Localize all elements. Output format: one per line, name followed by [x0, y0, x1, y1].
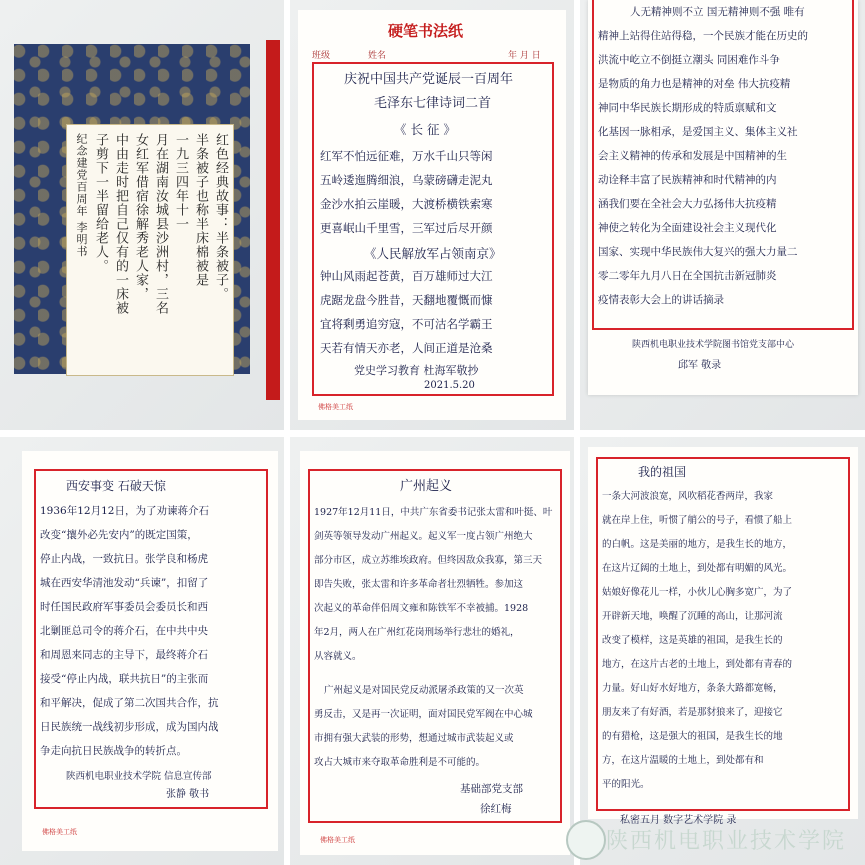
- heading-line: 毛泽东七律诗词二首: [374, 96, 492, 111]
- text-line: 勇反击，又是再一次证明，面对国民党军阀在中心城: [314, 709, 533, 720]
- text-line: 涵我们要在全社会大力弘扬伟大抗疫精: [598, 198, 777, 210]
- photo-guangzhou-uprising-tile: [290, 437, 574, 865]
- writing-area: [34, 469, 268, 809]
- text-line: 精神上站得住站得稳，一个民族才能在历史的: [598, 30, 808, 42]
- scroll-column: 半条被子也称半床棉被是: [193, 133, 208, 287]
- essay-title: 西安事变 石破天惊: [66, 479, 166, 493]
- paper-brand: 佛格美工纸: [320, 836, 355, 844]
- poem-title: 《人民解放军占领南京》: [364, 246, 502, 261]
- text-line: 的白帆。这是美丽的地方，是我生长的地方，: [602, 539, 793, 550]
- signature: 徐红梅: [480, 803, 512, 815]
- writing-area: [596, 457, 850, 811]
- text-line: 接受“停止内战，联共抗日”的主张而: [40, 673, 209, 685]
- college-seal-icon: [566, 820, 606, 860]
- text-line: 神使之转化为全面建设社会主义现代化: [598, 222, 777, 234]
- scroll-column: 一九三四年十一: [173, 133, 188, 231]
- text-line: 改变了模样，这是英雄的祖国，是我生长的: [602, 635, 783, 646]
- signature: 党史学习教育 杜海军敬抄: [354, 364, 479, 377]
- writing-area: [312, 62, 554, 396]
- paper-header: 硬笔书法纸: [388, 22, 464, 40]
- text-line: 和平解决，促成了第二次国共合作，抗: [40, 697, 219, 709]
- text-line: 争走向抗日民族战争的转折点。: [40, 745, 187, 757]
- organization: 陕西机电职业技术学院 信息宣传部: [66, 771, 212, 782]
- date: 2021.5.20: [424, 380, 475, 391]
- essay-title: 广州起义: [400, 479, 453, 494]
- text-line: 年2月，两人在广州红花岗刑场举行悲壮的婚礼，: [314, 627, 520, 638]
- text-line: 地方，在这片古老的土地上，到处都有青春的: [602, 659, 793, 670]
- text-line: 次起义的革命伴侣周文雍和陈铁军不幸被捕。1928: [314, 603, 529, 614]
- text-line: 1936年12月12日，为了劝谏蒋介石: [40, 505, 209, 517]
- text-line: 改变“攘外必先安内”的既定国策，: [40, 529, 198, 541]
- paper-sheet: [588, 447, 858, 819]
- writing-area: [308, 469, 562, 823]
- scroll-column: 女红军借宿徐解秀老人家，: [133, 133, 148, 301]
- writing-area: [592, 0, 854, 330]
- poem-line: 宜将剩勇追穷寇，不可沽名学霸王: [320, 317, 493, 331]
- text-line: 时任国民政府军事委员会委员长和西: [40, 601, 208, 613]
- photo-poem-tile: [290, 0, 574, 430]
- paper-brand: 佛格美工纸: [318, 403, 353, 411]
- text-line: 一条大河波浪宽，风吹稻花香两岸，我家: [602, 491, 774, 502]
- poem-line: 钟山风雨起苍黄，百万雄师过大江: [320, 269, 493, 283]
- text-line: 力量。好山好水好地方，条条大路都宽畅，: [602, 683, 783, 694]
- text-line: 广州起义是对国民党反动派屠杀政策的又一次英: [324, 685, 524, 696]
- date-label: 年 月 日: [508, 51, 541, 61]
- text-line: 国家、实现中华民族伟大复兴的强大力量二: [598, 246, 798, 258]
- paper-sheet: [588, 0, 858, 395]
- poem-title: 《 长 征 》: [394, 122, 456, 137]
- college-watermark: 陕西机电职业技术学院: [606, 829, 847, 854]
- text-line: 方，在这片温暖的土地上，到处都有和: [602, 755, 764, 766]
- text-line: 即告失败，张太雷和许多革命者壮烈牺牲。参加这: [314, 579, 524, 590]
- text-line: 朋友来了有好酒，若是那豺狼来了，迎接它: [602, 707, 783, 718]
- text-line: 开辟新天地，唤醒了沉睡的高山，让那河流: [602, 611, 783, 622]
- paper-sheet: [298, 10, 566, 420]
- essay-title: 我的祖国: [638, 465, 687, 479]
- text-line: 就在岸上住，听惯了艄公的号子，看惯了船上: [602, 515, 793, 526]
- scroll-signature-column: 纪念建党百周年 李明书: [75, 133, 88, 258]
- photo-my-motherland-tile: [580, 437, 865, 865]
- text-line: 市拥有强大武装的形势，想通过城市武装起义或: [314, 733, 514, 744]
- text-line: 在这片辽阔的土地上，到处都有明媚的风光。: [602, 563, 793, 574]
- text-line: 攻占大城市来夺取革命胜利是不可能的。: [314, 757, 486, 768]
- poem-line: 天若有情天亦老，人间正道是沧桑: [320, 341, 493, 355]
- heading-line: 庆祝中国共产党诞辰一百周年: [344, 72, 514, 87]
- text-line: 会主义精神的传承和发展是中国精神的生: [598, 150, 787, 162]
- paper-brand: 佛格美工纸: [42, 828, 77, 836]
- signature: 私密五月 数字艺术学院 录: [620, 815, 737, 826]
- text-line: 姑娘好像花儿一样，小伙儿心胸多宽广，为了: [602, 587, 793, 598]
- photo-scroll-tile: [0, 0, 284, 430]
- name-label: 姓名: [368, 51, 387, 61]
- organization: 陕西机电职业技术学院图书馆党支部中心: [632, 340, 795, 350]
- photo-speech-tile: [580, 0, 865, 430]
- text-line: 剑英等领导发动广州起义。起义军一度占领广州绝大: [314, 531, 533, 542]
- text-line: 城在西安华清池发动“兵谏”，扣留了: [40, 577, 209, 589]
- text-line: 从容就义。: [314, 651, 362, 662]
- class-label: 班级: [312, 51, 331, 61]
- text-line: 是物质的角力也是精神的对垒 伟大抗疫精: [598, 78, 791, 90]
- poem-line: 五岭逶迤腾细浪，乌蒙磅礴走泥丸: [320, 173, 493, 187]
- text-line: 神同中华民族长期形成的特质禀赋和文: [598, 102, 777, 114]
- calligraphy-scroll: [66, 124, 234, 376]
- red-banner-edge: [266, 40, 280, 400]
- text-line: 化基因一脉相承，是爱国主义、集体主义社: [598, 126, 798, 138]
- signature: 邱军 敬录: [678, 360, 722, 371]
- paper-sheet: [22, 451, 278, 851]
- text-line: 疫情表彰大会上的讲话摘录: [598, 294, 724, 306]
- blue-brocade-mount: [14, 44, 250, 374]
- scroll-column: 中由走时把自己仅有的一床被: [113, 133, 128, 315]
- scroll-column: 红色经典故事：半条被子。: [213, 133, 228, 301]
- paper-sheet: [300, 451, 570, 855]
- text-line: 停止内战，一致抗日。张学良和杨虎: [40, 553, 208, 565]
- organization: 基础部党支部: [460, 783, 523, 795]
- text-line: 日民族统一战线初步形成，成为国内战: [40, 721, 219, 733]
- poem-line: 金沙水拍云崖暖，大渡桥横铁索寒: [320, 197, 493, 211]
- scroll-column: 月在湖南汝城县沙洲村，三名: [153, 133, 168, 315]
- text-line: 北剿匪总司令的蒋介石，在中共中央: [40, 625, 208, 637]
- poem-line: 红军不怕远征难，万水千山只等闲: [320, 149, 493, 163]
- poem-line: 更喜岷山千里雪，三军过后尽开颜: [320, 221, 493, 235]
- text-line: 和周恩来同志的主导下，最终蒋介石: [40, 649, 208, 661]
- poem-line: 虎踞龙盘今胜昔，天翻地覆慨而慷: [320, 293, 493, 307]
- text-line: 的有猎枪，这是强大的祖国，是我生长的地: [602, 731, 783, 742]
- signature: 张静 敬书: [166, 789, 210, 800]
- text-line: 平的阳光。: [602, 779, 650, 790]
- text-line: 动诠释丰富了民族精神和时代精神的内: [598, 174, 777, 186]
- text-line: 洪流中屹立不倒挺立潮头 同困难作斗争: [598, 54, 780, 66]
- text-line: 人无精神则不立 国无精神则不强 唯有: [630, 6, 805, 18]
- scroll-column: 子剪下一半留给老人。: [93, 133, 108, 273]
- photo-xian-incident-tile: [0, 437, 284, 865]
- text-line: 1927年12月11日，中共广东省委书记张太雷和叶挺、叶: [314, 507, 553, 518]
- text-line: 零二零年九月八日在全国抗击新冠肺炎: [598, 270, 777, 282]
- text-line: 部分市区，成立苏维埃政府。但终因敌众我寡，第三天: [314, 555, 543, 566]
